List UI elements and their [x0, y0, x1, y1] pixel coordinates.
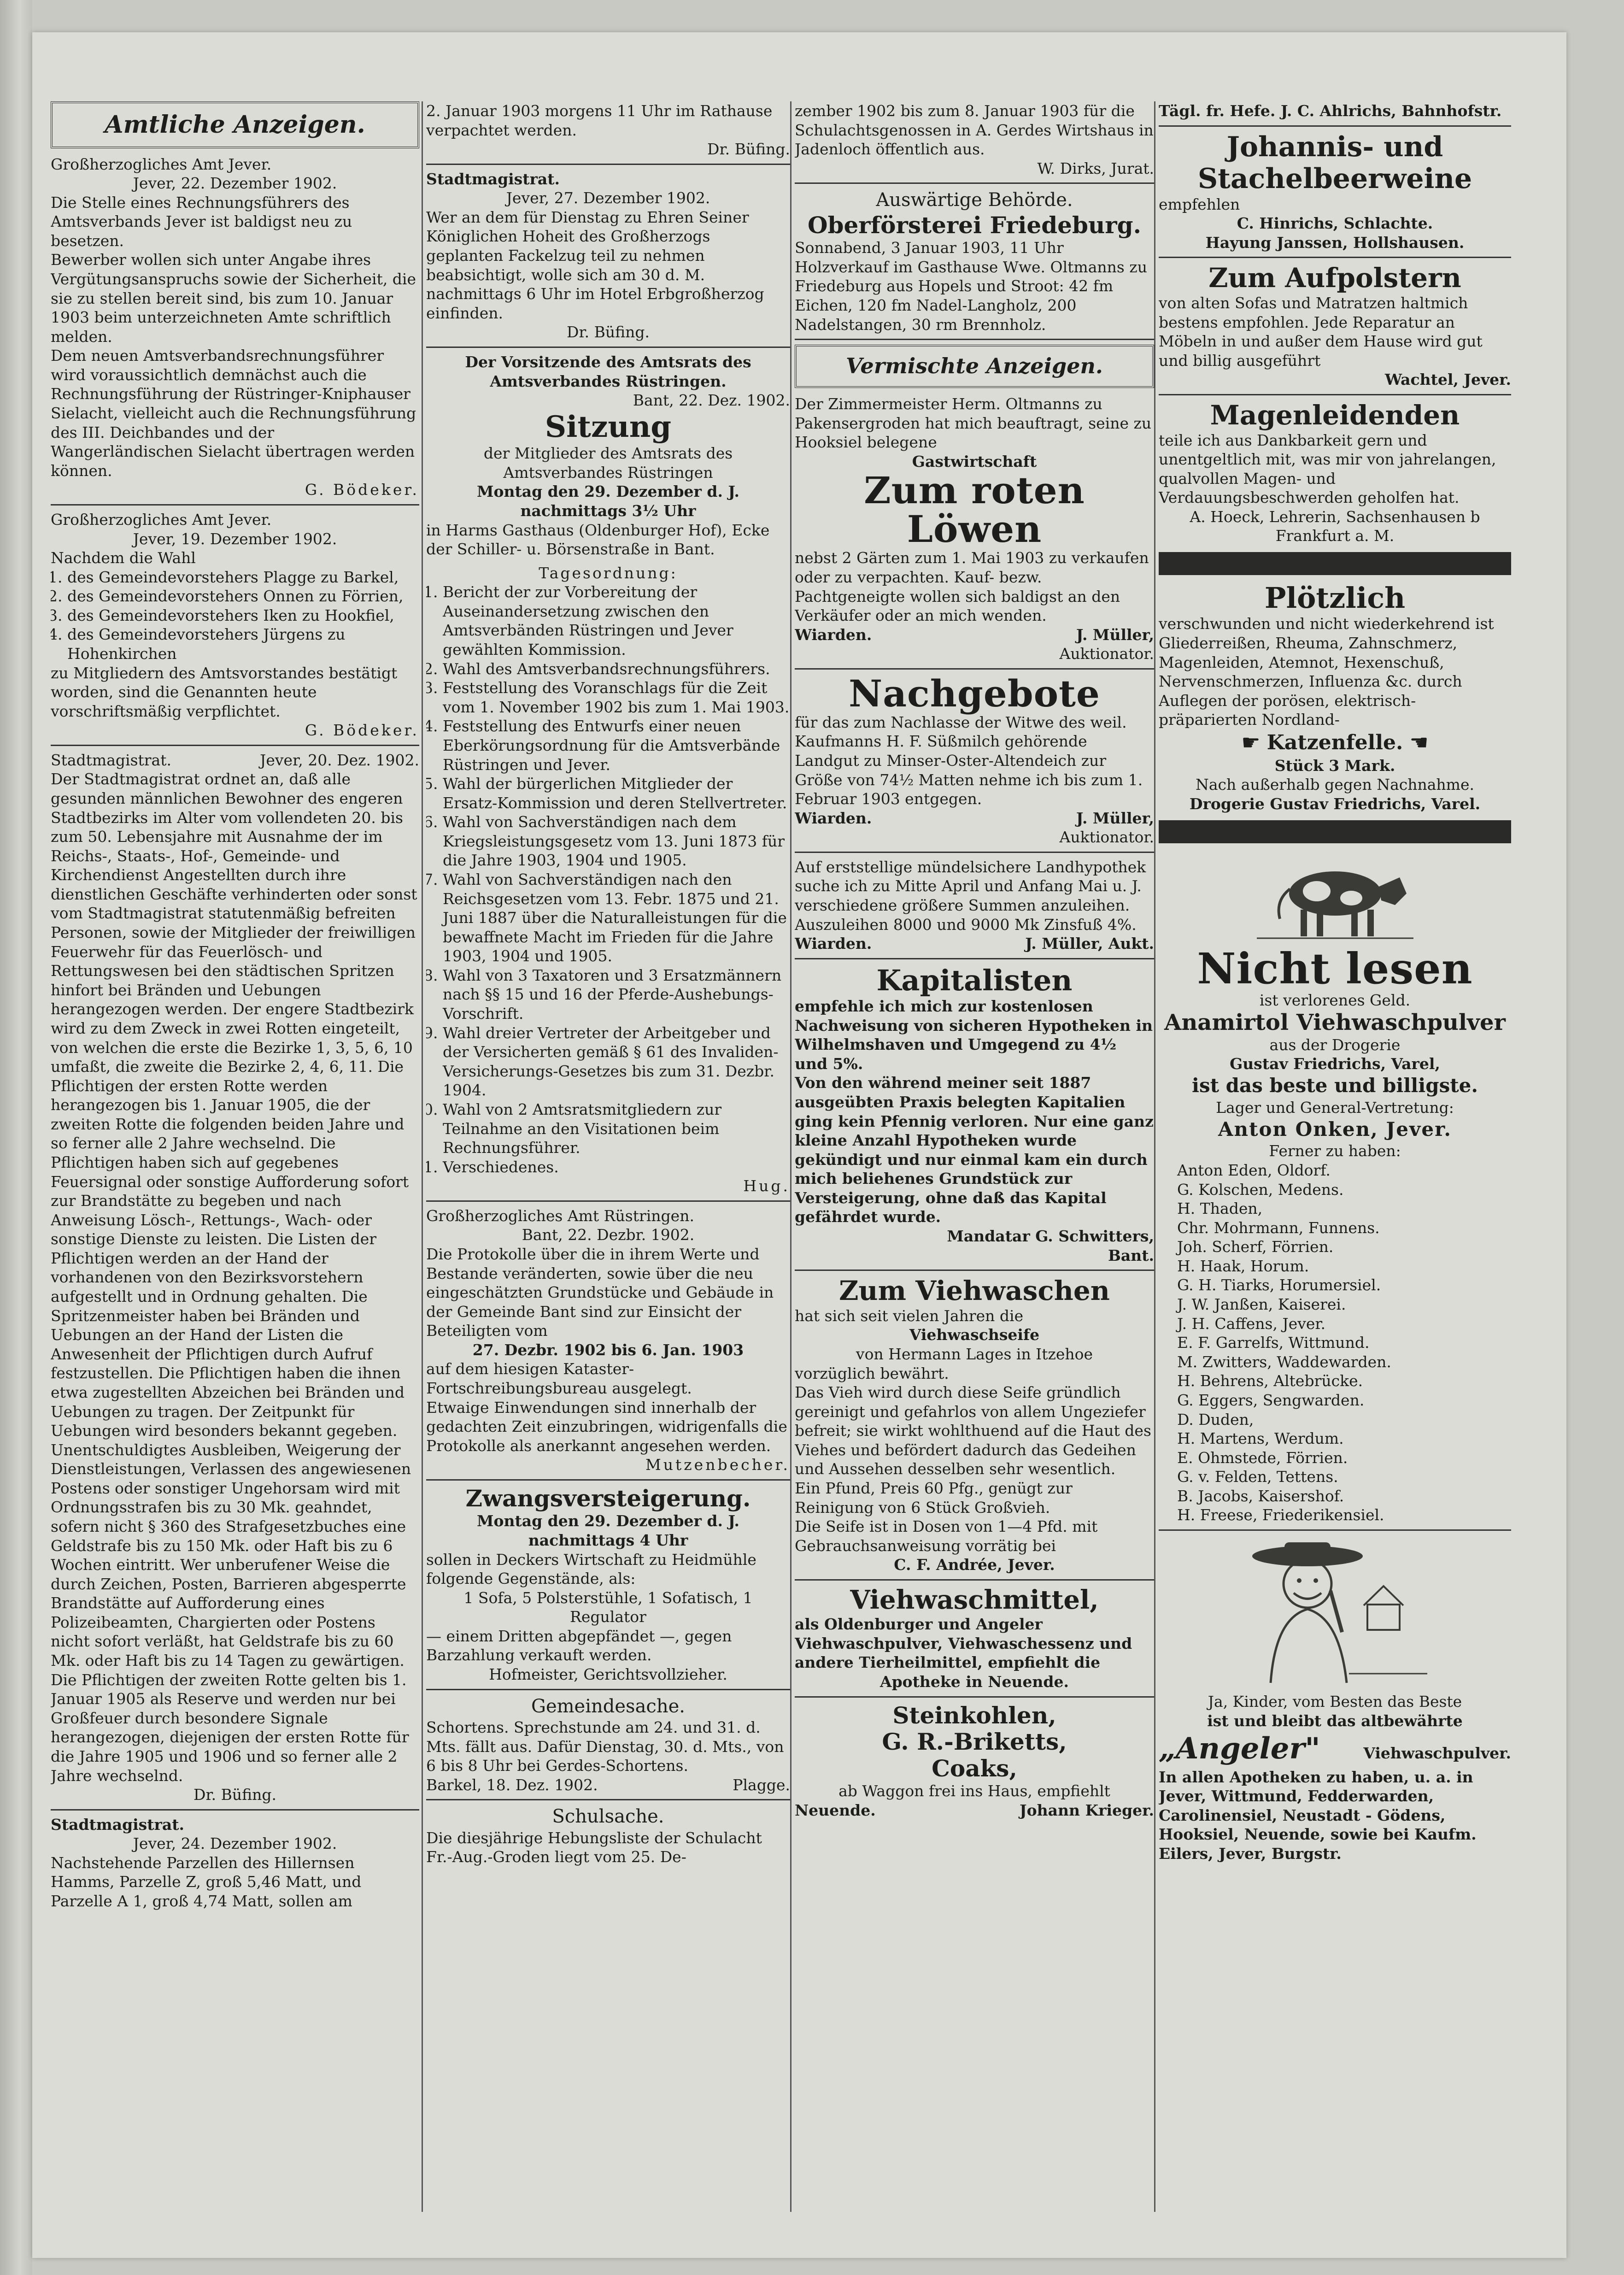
- ad-title: Oberförsterei Friedeburg.: [807, 211, 1142, 239]
- notice-body: Bewerber wollen sich unter Angabe ihres Vergütungsanspruchs sowie der Sicherheit, die sie zu stellen bereit sind, bis zum 10. Januar 1903 beim unterzeichneten Amte schriftlich melden.: [51, 251, 416, 346]
- list-item: 3. des Gemeindevorstehers Iken zu Hookfiel,: [67, 606, 419, 625]
- ad-claim: ist das beste und billigste.: [1192, 1074, 1478, 1097]
- notice-body: 2. Januar 1903 morgens 11 Uhr im Rathause verpachtet werden.: [426, 102, 773, 139]
- notice-gemeindesache: [426, 1695, 790, 1795]
- notice-signature: G. Bödeker.: [305, 721, 419, 740]
- ad-sub: Viehwaschpulver.: [1363, 1744, 1511, 1763]
- notice-signature: G. Bödeker.: [305, 481, 419, 499]
- divider: [1159, 125, 1511, 127]
- divider: [795, 1270, 1154, 1271]
- ad-title: Nicht lesen: [1197, 943, 1473, 993]
- notice-title: Gemeindesache.: [531, 1695, 685, 1717]
- divider: [795, 1579, 1154, 1581]
- notice-signature: Mutzenbecher.: [645, 1456, 790, 1474]
- ad-body: verschwunden und nicht wiederkehrend ist Gliederreißen, Rheuma, Zahnschmerz, Magenleiden, Atemnot, Hexenschuß, Nervenschmerzen, Influenza &c. durch Auflegen der porösen, elektrisch-präparierten Nordland-: [1159, 615, 1494, 729]
- notice-when: Montag den 29. Dezember d. J. nachmittags 3½ Uhr: [477, 482, 739, 520]
- list-item: J. W. Janßen, Kaiserei.: [1177, 1295, 1346, 1314]
- notice-sitzung: [426, 353, 790, 1196]
- list-item: H. Thaden,: [1177, 1199, 1263, 1218]
- farmer-illustration-icon: [1238, 1535, 1432, 1687]
- list-item: 11. Verschiedenes.: [443, 1158, 790, 1177]
- ad-body: empfehlen: [1159, 195, 1240, 213]
- notice-date: Jever, 19. Dezember 1902.: [133, 529, 337, 548]
- ad-product: Katzenfelle.: [1266, 731, 1403, 755]
- ad-body: nebst 2 Gärten zum 1. Mai 1903 zu verkaufen oder zu verpachten. Kauf- bezw. Pachtgeneigte wollen sich baldigst an den Verkäufer oder an mich wenden.: [795, 549, 1149, 625]
- notice-authority: Stadtmagistrat.: [426, 170, 560, 188]
- notice-body: Die Stelle eines Rechnungsführers des Amtsverbands Jever ist baldigst neu zu besetzen.: [51, 193, 352, 250]
- ad-vertretung: Anton Onken, Jever.: [1218, 1117, 1452, 1140]
- ad-signature: C. Hinrichs, Schlachte.: [1237, 214, 1433, 233]
- column-rule: [1154, 101, 1155, 2212]
- black-bar: [1159, 552, 1511, 575]
- ad-signature: Hayung Janssen, Hollshausen.: [1205, 233, 1465, 252]
- notice-authority: Großherzogliches Amt Jever.: [51, 155, 272, 173]
- notice-signature: Dr. Büfing.: [193, 1786, 276, 1804]
- notice-authority: Stadtmagistrat.: [51, 1815, 185, 1834]
- ad-maker: Gustav Friedrichs, Varel,: [1230, 1055, 1440, 1073]
- list-item: D. Duden,: [1177, 1410, 1254, 1428]
- ad-place: Bant.: [1108, 1246, 1154, 1264]
- list-item: 3. Feststellung des Voranschlags für die Zeit vom 1. November 1902 bis zum 1. Mai 1903.: [443, 678, 790, 717]
- list-item: 2. Wahl des Amtsverbandsrechnungsführers.: [443, 659, 790, 679]
- ad-body: Das Vieh wird durch diese Seife gründlich gereinigt und gefahrlos von allem Ungeziefer befreit; sie wirkt wohlthuend auf die Haut des Viehes und befördert dadurch das Gedeihen und Aussehen desselben sehr wesentlich.: [795, 1383, 1151, 1478]
- notice-body: Nachstehende Parzellen des Hillernsen Hamms, Parzelle Z, groß 5,46 Matt, und Parzelle A 1, groß 4,74 Matt, sollen am: [51, 1853, 362, 1910]
- ad-body: Ferner zu haben:: [1269, 1142, 1401, 1160]
- ad-body: Der Zimmermeister Herm. Oltmanns zu Pakensergroden hat mich beauftragt, seine zu Hooksiel belegene: [795, 395, 1152, 452]
- notice-wahl: [51, 510, 419, 740]
- notice-body: Der Stadtmagistrat ordnet an, daß alle gesunden männlichen Bewohner des engeren Stadtbezirks im Alter vom vollendeten 20. bis zum 50. Lebensjahre mit Ausnahme der im Reichs-, Staats-, Hof-, Gemeinde- und Kirchendienst Angestellten durch ihre dienstlichen Geschäfte verhinderten oder sonst vom Stadtmagistrat statutenmäßig befreiten Personen, sowie der Mitglieder der freiwilligen Feuerwehr für das Feuerlösch- und Rettungswesen bei den städtischen Spritzen hinfort bei Bränden und Uebungen herangezogen werden. Der engere Stadtbezirk wird zu dem Zweck in zwei Rotten eingeteilt, von welchen die erste die Bezirke 1, 3, 5, 6, 10 umfaßt, die zweite die Bezirke 2, 4, 6, 11. Die Pflichtigen der ersten Rotte werden herangezogen bis 1. Januar 1905, die der zweiten Rotte die folgenden beiden Jahre und so ferner alle 2 Jahre wechselnd. Die Pflichtigen haben sich auf gegebenes Feuersignal oder sonstige Aufforderung sofort zur Brandstätte zu begeben und nach Anweisung Lösch-, Rettungs-, Wach- oder sonstige Dienste zu leisten. Die Listen der Pflichtigen werden an der Hand der vorhandenen von den Bezirksvorstehern aufgestellt und in Ordnung gehalten. Die Spritzenmeister haben bei Bränden und Uebungen an der Hand der Listen die Anwesenheit der Pflichtigen durch Aufruf festzustellen. Die Pflichtigen haben die ihnen etwa zugestellten Abzeichen bei Bränden und Uebungen zu tragen. Der Zeitpunkt für Uebungen wird besonders bekannt gegeben.: [51, 770, 417, 1440]
- notice-zwangsversteigerung: [426, 1485, 790, 1684]
- pointing-hand-icon: ☚: [1409, 729, 1429, 755]
- section-header: Auswärtige Behörde.: [876, 189, 1073, 211]
- divider: [795, 958, 1154, 959]
- list-item: 8. Wahl von 3 Taxatoren und 3 Ersatzmännern nach §§ 15 und 16 der Pferde-Aushebungs-Vorschrift.: [443, 966, 790, 1023]
- list-item: G. Kolschen, Medens.: [1177, 1180, 1344, 1199]
- notice-authority: Stadtmagistrat.: [51, 751, 171, 769]
- ad-title: Nachgebote: [849, 671, 1100, 715]
- list-item: Chr. Mohrmann, Funnens.: [1177, 1218, 1380, 1237]
- dealer-list: [1159, 1161, 1511, 1525]
- notice-body: Die diesjährige Hebungsliste der Schulacht Fr.-Aug.-Groden liegt vom 25. De-: [426, 1828, 762, 1866]
- zwangsversteigerung-title: Zwangsversteigerung.: [465, 1484, 751, 1512]
- notice-body: Etwaige Einwendungen sind innerhalb der gedachten Zeit einzubringen, widrigenfalls die Protokolle als anerkannt angesehen werden.: [426, 1398, 787, 1455]
- notice-signature: Hug.: [743, 1177, 790, 1195]
- ad-name: J. Müller, Aukt.: [1025, 935, 1154, 953]
- ad-body: von alten Sofas und Matratzen haltmich bestens empfohlen. Jede Reparatur an Möbeln in und außer dem Hause wird gut und billig ausgeführt: [1159, 294, 1483, 370]
- notice-intro: Nachdem die Wahl: [51, 549, 196, 567]
- notice-signature: Plagge.: [733, 1775, 790, 1794]
- ad-name: Johann Krieger.: [1020, 1801, 1154, 1819]
- notice-date: Jever, 20. Dez. 1902.: [260, 751, 419, 769]
- ad-title: Coaks,: [932, 1754, 1017, 1782]
- notice-date: Jever, 27. Dezember 1902.: [506, 189, 710, 207]
- ad-title: Zum Viehwaschen: [839, 1275, 1110, 1307]
- agenda-list: [426, 582, 790, 1176]
- ad-body: ist und bleibt das altbewährte: [1207, 1711, 1463, 1730]
- ad-body: Tägl. fr. Hefe. J. C. Ahlrichs, Bahnhofstr.: [1159, 102, 1502, 120]
- list-item: E. F. Garrelfs, Wittmund.: [1177, 1334, 1370, 1352]
- divider: [1159, 394, 1511, 395]
- ad-title: Steinkohlen,: [892, 1701, 1056, 1729]
- list-item: 4. des Gemeindevorstehers Jürgens zu Hohenkirchen: [67, 625, 419, 663]
- ad-body: empfehle ich mich zur kostenlosen Nachweisung von sicheren Hypotheken in Wilhelmshaven und Umgegend zu 4½ und 5%.: [795, 997, 1153, 1073]
- ad-title: Johannis- und Stachelbeerweine: [1197, 130, 1472, 195]
- list-item: E. Ohmstede, Förrien.: [1177, 1448, 1348, 1467]
- ad-body: Auf erststellige mündelsichere Landhypothek suche ich zu Mitte April und Anfang Mai u. J. verschiedene größere Summen anzuleihen. Auszuleihen 8000 und 9000 Mk Zinsfuß 4%.: [795, 858, 1146, 934]
- ad-place: Neuende.: [795, 1801, 876, 1819]
- ad-name: J. Müller,: [1076, 809, 1154, 827]
- notice-body: Die Protokolle über die in ihrem Werte und Bestande veränderten, sowie über die neu eingeschätzten Grundstücke und Gebäude in der Gemeinde Bant sind zur Einsicht der Beteiligten vom: [426, 1245, 774, 1340]
- sitzung-title: Sitzung: [545, 409, 672, 444]
- ad-maker: von Hermann Lages in Itzehoe: [856, 1345, 1093, 1363]
- ad-signature: A. Hoeck, Lehrerin, Sachsenhausen b Frankfurt a. M.: [1190, 507, 1480, 545]
- list-item: 6. Wahl von Sachverständigen nach dem Kriegsleistungsgesetz vom 13. Juni 1873 für die Jahre 1903, 1904 und 1905.: [443, 812, 790, 870]
- notice-items: 1 Sofa, 5 Polsterstühle, 1 Sofatisch, 1 Regulator: [463, 1588, 753, 1626]
- ad-body: Ein Pfund, Preis 60 Pfg., genügt zur Reinigung von 6 Stück Großvieh.: [795, 1479, 1073, 1517]
- ad-product: Viehwaschseife: [909, 1326, 1040, 1344]
- list-item: J. H. Caffens, Jever.: [1177, 1314, 1326, 1333]
- notice-authority: Der Vorsitzende des Amtsrats des Amtsverbandes Rüstringen.: [465, 353, 751, 390]
- ad-body: als Oldenburger und Angeler Viehwaschpulver, Viehwaschessenz und andere Tierheilmittel, empfiehlt die: [795, 1615, 1132, 1672]
- column-rule: [422, 101, 423, 2212]
- list-item: H. Freese, Friederikensiel.: [1177, 1506, 1384, 1524]
- notice-authority: Großherzogliches Amt Rüstringen.: [426, 1206, 694, 1225]
- notice-body: auf dem hiesigen Kataster-Fortschreibungsbureau ausgelegt.: [426, 1360, 692, 1398]
- list-item: 7. Wahl von Sachverständigen nach den Reichsgesetzen vom 13. Febr. 1875 und 21. Juni 1887 über die Naturalleistungen für die bewaffnete Macht im Frieden für die Jahre 1903, 1904 und 1905.: [443, 870, 790, 966]
- ad-product: Anamirtol Viehwaschpulver: [1164, 1009, 1506, 1035]
- notice-where: in Harms Gasthaus (Oldenburger Hof), Ecke der Schiller- u. Börsenstraße in Bant.: [426, 521, 770, 558]
- notice-body: sollen in Deckers Wirtschaft zu Heidmühle folgende Gegenstände, als:: [426, 1550, 756, 1588]
- divider: [795, 182, 1154, 184]
- agenda-title: Tagesordnung:: [539, 564, 678, 582]
- notice-protokolle: [426, 1206, 790, 1475]
- ad-sub: Gastwirtschaft: [912, 452, 1037, 470]
- list-item: 2. des Gemeindevorstehers Onnen zu Förrien,: [67, 587, 419, 606]
- divider: [1159, 257, 1511, 258]
- column-2: [426, 101, 790, 2212]
- ad-body: Die Seife ist in Dosen von 1—4 Pfd. mit Gebrauchsanweisung vorrätig bei: [795, 1517, 1098, 1555]
- ad-body: ab Waggon frei ins Haus, empfiehlt: [838, 1782, 1110, 1800]
- wahl-list: [51, 568, 419, 664]
- notice-date: Jever, 22. Dezember 1902.: [133, 174, 337, 193]
- notice-date: Bant, 22. Dezbr. 1902.: [522, 1226, 695, 1244]
- ad-title: Kapitalisten: [876, 963, 1073, 997]
- notice-signature: Dr. Büfing.: [707, 140, 790, 159]
- ad-body: aus der Drogerie: [1269, 1035, 1401, 1054]
- ad-title: Zum roten Löwen: [864, 469, 1085, 551]
- notice-body: Unentschuldigtes Ausbleiben, Weigerung der Dienstleistungen, Verlassen des angewiesenen Postens oder sonstiger Ungehorsam wird mit Ordnungsstrafen bis zu 30 Mk. geahndet, sofern nicht § 360 des Strafgesetzbuches eine Geldstrafe bis zu 150 Mk. oder Haft bis zu 6 Wochen eintritt. Wer unberufener Weise die durch Zeichen, Posten, Barrieren abgesperrte Brandstätte auf Aufforderung eines Polizeibeamten, Chargierten oder Postens nicht sofort verläßt, hat Geldstrafe bis zu 60 Mk. oder Haft bis zu 14 Tagen zu gewärtigen.: [51, 1440, 411, 1670]
- cow-illustration-icon: [1257, 850, 1413, 942]
- notice-range: 27. Dezbr. 1902 bis 6. Jan. 1903: [472, 1340, 744, 1359]
- notice-date: Jever, 24. Dezember 1902.: [133, 1834, 337, 1853]
- list-item: B. Jacobs, Kaisershof.: [1177, 1487, 1344, 1505]
- notice-parzellen: [51, 1815, 419, 1911]
- notice-sub: der Mitglieder des Amtsrats des Amtsverbandes Rüstringen: [483, 444, 733, 482]
- amtliche-anzeigen-title: Amtliche Anzeigen.: [51, 101, 419, 148]
- ad-signature: Drogerie Gustav Friedrichs, Varel.: [1189, 794, 1481, 813]
- notice-body: Wer an dem für Dienstag zu Ehren Seiner Königlichen Hoheit des Großherzogs geplanten Fackelzug teil zu nehmen beabsichtigt, wolle sich am 30 d. M. nachmittags 6 Uhr im Hotel Erbgroßherzog einfinden.: [426, 208, 764, 322]
- ad-body: Sonnabend, 3 Januar 1903, 11 Uhr Holzverkauf im Gasthause Wwe. Oltmanns zu Friedeburg aus Hopels und Stroot: 42 fm Eichen, 120 fm Nadel-Langholz, 200 Nadelstangen, 30 rm Brennholz.: [795, 239, 1147, 334]
- notice-signature: Dr. Büfing.: [567, 323, 650, 341]
- ad-price: Stück 3 Mark.: [1274, 756, 1395, 775]
- ad-title: Plötzlich: [1264, 581, 1406, 615]
- divider: [426, 1200, 790, 1202]
- divider: [426, 1479, 790, 1481]
- ad-body: hat sich seit vielen Jahren die: [795, 1306, 1024, 1325]
- ad-place: Wiarden.: [795, 935, 872, 953]
- divider: [51, 1809, 419, 1811]
- notice-body: Die Pflichtigen der zweiten Rotte gelten bis 1. Januar 1905 als Reserve und werden nur bei Großfeuer durch besondere Signale herangezogen, diejenigen der ersten Rotte für die Jahre 1905 und 1906 und so ferner alle 2 Jahre wechselnd.: [51, 1670, 409, 1785]
- divider: [795, 668, 1154, 670]
- ad-body: Nach außerhalb gegen Nachnahme.: [1196, 776, 1474, 794]
- notice-when: Montag den 29. Dezember d. J. nachmittags 4 Uhr: [477, 1512, 739, 1549]
- ad-body: Von den während meiner seit 1887 ausgeübten Praxis belegten Kapitalien ging kein Pfennig verloren. Nur eine ganz kleine Anzahl Hypotheken wurde gekündigt und nur einmal kam ein durch mich beliehenes Grundstück zur Versteigerung, ohne daß das Kapital gefährdet wurde.: [795, 1074, 1154, 1226]
- notice-body: Schortens. Sprechstunde am 24. und 31. d. Mts. fällt aus. Dafür Dienstag, 30. d. Mts., von 6 bis 8 Uhr bei Gerdes-Schortens.: [426, 1718, 784, 1775]
- ad-body: vorzüglich bewährt.: [795, 1364, 949, 1382]
- ad-title: „Angeler": [1159, 1731, 1320, 1766]
- notice-fackelzug: [426, 170, 790, 342]
- divider: [51, 504, 419, 506]
- notice-feuerwehr: [51, 751, 419, 1805]
- column-3: [795, 101, 1154, 2212]
- divider: [426, 1689, 790, 1690]
- list-item: M. Zwitters, Waddewarden.: [1177, 1352, 1391, 1371]
- black-bar: [1159, 820, 1511, 843]
- divider: [426, 347, 790, 348]
- list-item: 4. Feststellung des Entwurfs einer neuen Eberkörungsordnung für die Amtsverbände Rüstringen und Jever.: [443, 717, 790, 774]
- list-item: G. H. Tiarks, Horumersiel.: [1177, 1276, 1381, 1294]
- ad-title: G. R.-Briketts,: [882, 1728, 1067, 1756]
- ad-signature: C. F. Andrée, Jever.: [894, 1556, 1055, 1574]
- notice-body: zu Mitgliedern des Amtsvorstandes bestätigt worden, sind die Genannten heute vorschriftsmäßig verpflichtet.: [51, 664, 398, 720]
- list-item: 9. Wahl dreier Vertreter der Arbeitgeber und der Versicherten gemäß § 61 des Invaliden-Versicherungs-Gesetzes bis zum 31. Dezbr. 1904.: [443, 1023, 790, 1100]
- notice-rechnungsfuehrer: [51, 155, 419, 500]
- ad-place: Wiarden.: [795, 809, 872, 827]
- ad-signature: Apotheke in Neuende.: [880, 1673, 1069, 1691]
- divider: [795, 1696, 1154, 1698]
- vermischte-anzeigen-title: Vermischte Anzeigen.: [795, 345, 1154, 388]
- ad-body: ist verlorenes Geld.: [1259, 991, 1411, 1010]
- ad-body: Lager und General-Vertretung:: [1216, 1098, 1454, 1117]
- notice-date: Bant, 22. Dez. 1902.: [633, 391, 790, 410]
- divider: [426, 1799, 790, 1800]
- ad-body: In allen Apotheken zu haben, u. a. in Jever, Wittmund, Fedderwarden, Carolinensiel, Neustadt - Gödens, Hooksiel, Neuende, sowie bei Kaufm. Eilers, Jever, Burgstr.: [1159, 1768, 1477, 1863]
- divider: [51, 745, 419, 746]
- notice-title: Schulsache.: [552, 1806, 664, 1828]
- list-item: G. Eggers, Sengwarden.: [1177, 1391, 1365, 1409]
- ad-signature: Mandatar G. Schwitters,: [947, 1227, 1154, 1245]
- divider: [795, 339, 1154, 340]
- ad-title: Viehwaschmittel,: [850, 1584, 1099, 1615]
- list-item: 1. des Gemeindevorstehers Plagge zu Barkel,: [67, 568, 419, 587]
- list-item: 1. Bericht der zur Vorbereitung der Auseinandersetzung zwischen den Amtsverbänden Rüstringen und Jever gewählten Kommission.: [443, 582, 790, 659]
- list-item: Anton Eden, Oldorf.: [1177, 1161, 1331, 1179]
- notice-body: Dem neuen Amtsverbandsrechnungsführer wird voraussichtlich demnächst auch die Rechnungsführung der Rüstringer-Kniphauser Sielacht, vielleicht auch die Rechnungsführung des III. Deichbandes und der Wangerländischen Sielacht übertragen werden können.: [51, 347, 416, 480]
- list-item: H. Haak, Horum.: [1177, 1257, 1309, 1275]
- divider: [795, 852, 1154, 853]
- ad-place: Wiarden.: [795, 625, 872, 644]
- notice-authority: Großherzogliches Amt Jever.: [51, 510, 272, 529]
- notice-signature: Hofmeister, Gerichtsvollzieher.: [489, 1665, 727, 1684]
- notice-body: — einem Dritten abgepfändet —, gegen Barzahlung verkauft werden.: [426, 1627, 732, 1664]
- divider: [1159, 1529, 1511, 1531]
- list-item: Joh. Scherf, Förrien.: [1177, 1238, 1334, 1256]
- ad-title: Magenleidenden: [1210, 399, 1460, 431]
- ad-body: Ja, Kinder, vom Besten das Beste: [1208, 1692, 1462, 1711]
- list-item: 5. Wahl der bürgerlichen Mitglieder der Ersatz-Kommission und deren Stellvertreter.: [443, 774, 790, 812]
- list-item: G. v. Felden, Tettens.: [1177, 1468, 1338, 1486]
- list-item: H. Martens, Werdum.: [1177, 1429, 1344, 1448]
- pointing-hand-row: [1159, 729, 1511, 756]
- notice-body: zember 1902 bis zum 8. Januar 1903 für die Schulachtsgenossen in A. Gerdes Wirtshaus in Jadenloch öffentlich aus.: [795, 102, 1154, 159]
- column-rule: [790, 101, 791, 2212]
- ad-title: Zum Aufpolstern: [1208, 262, 1461, 294]
- ad-signature: Wachtel, Jever.: [1384, 370, 1511, 389]
- notice-date: Barkel, 18. Dez. 1902.: [426, 1775, 598, 1794]
- pointing-hand-icon: ☛: [1241, 729, 1261, 755]
- page-fold: [0, 0, 32, 2275]
- column-4: [1159, 101, 1511, 2212]
- ad-body: teile ich aus Dankbarkeit gern und unentgeltlich mit, was mir von jahrelangen, qualvollen Magen- und Verdauungsbeschwerden geholfen hat.: [1159, 431, 1496, 507]
- ad-body: für das zum Nachlasse der Witwe des weil. Kaufmanns H. F. Süßmilch gehörende Landgut zu Minser-Oster-Altendeich zur Größe von 74½ Matten nehme ich bis zum 1. Februar 1903 entgegen.: [795, 713, 1143, 808]
- divider: [426, 164, 790, 165]
- ad-name: J. Müller,: [1076, 625, 1154, 644]
- list-item: 10. Wahl von 2 Amtsratsmitgliedern zur Teilnahme an den Visitationen beim Rechnungsführer.: [443, 1100, 790, 1158]
- notice-schulsache: [426, 1805, 790, 1867]
- list-item: H. Behrens, Altebrücke.: [1177, 1372, 1363, 1390]
- column-1: [51, 101, 419, 2212]
- notice-signature: W. Dirks, Jurat.: [1037, 159, 1154, 177]
- ad-role: Auktionator.: [1059, 828, 1154, 847]
- ad-role: Auktionator.: [1059, 645, 1154, 663]
